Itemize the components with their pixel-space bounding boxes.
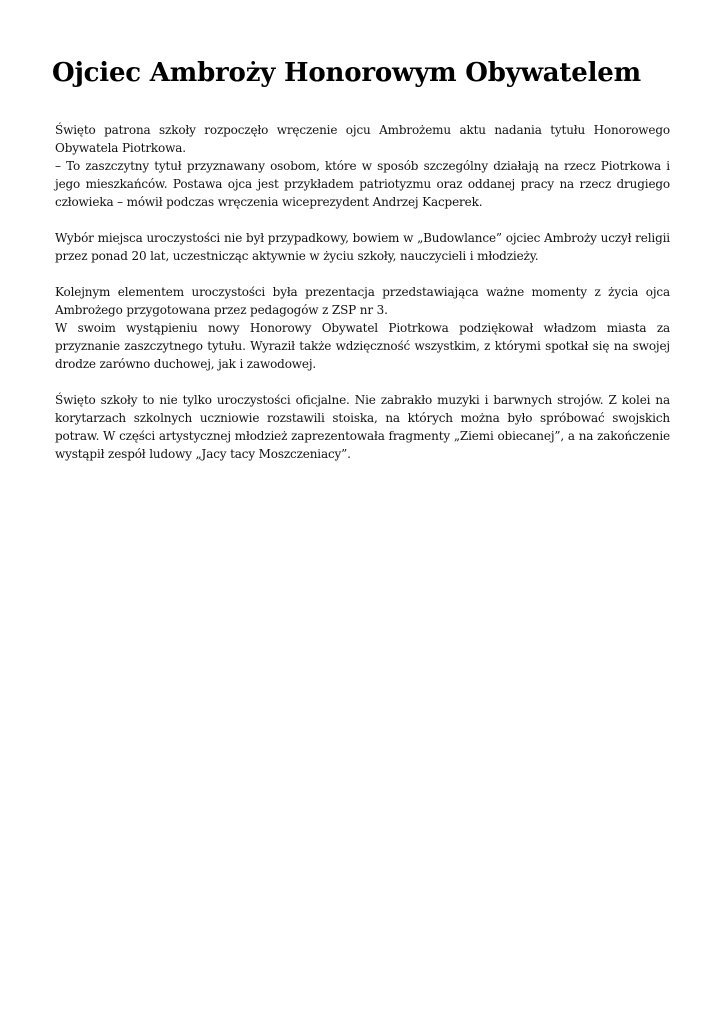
paragraph-presentation (55, 283, 670, 373)
paragraph-festival (55, 391, 670, 463)
paragraph-line: Święto szkoły to nie tylko uroczystości oficjalne. Nie zabrakło muzyki i barwnych strojów. Z kolei na korytarzach szkolnych uczniowie rozstawili stoiska, na których można było spróbować swojskich potraw. W części artystycznej młodzież zaprezentowała fragmenty „Ziemi obiecanej”, a na zakończenie wystąpił zespół ludowy „Jacy tacy Moszczeniacy”. (55, 393, 670, 461)
paragraph-venue (55, 229, 670, 265)
paragraph-line: W swoim wystąpieniu nowy Honorowy Obywatel Piotrkowa podziękował władzom miasta za przyznanie zaszczytnego tytułu. Wyraził także wdzięczność wszystkim, z którymi spotkał się na swojej drodze zarówno duchowej, jak i zawodowej. (55, 321, 670, 371)
article-title: Ojciec Ambroży Honorowym Obywatelem (52, 58, 641, 88)
article-body (55, 121, 670, 481)
paragraph-line: Wybór miejsca uroczystości nie był przypadkowy, bowiem w „Budowlance” ojciec Ambroży uczył religii przez ponad 20 lat, uczestnicząc aktywnie w życiu szkoły, nauczycieli i młodzieży. (55, 231, 670, 263)
paragraph-line: Kolejnym elementem uroczystości była prezentacja przedstawiająca ważne momenty z życia ojca Ambrożego przygotowana przez pedagogów z ZSP nr 3. (55, 285, 670, 317)
paragraph-line: Święto patrona szkoły rozpoczęło wręczenie ojcu Ambrożemu aktu nadania tytułu Honorowego Obywatela Piotrkowa. (55, 123, 670, 155)
paragraph-ceremony (55, 121, 670, 211)
paragraph-line: – To zaszczytny tytuł przyznawany osobom, które w sposób szczególny działają na rzecz Piotrkowa i jego mieszkańców. Postawa ojca jest przykładem patriotyzmu oraz oddanej pracy na rzecz drugiego człowieka – mówił podczas wręczenia wiceprezydent Andrzej Kacperek. (55, 159, 670, 209)
